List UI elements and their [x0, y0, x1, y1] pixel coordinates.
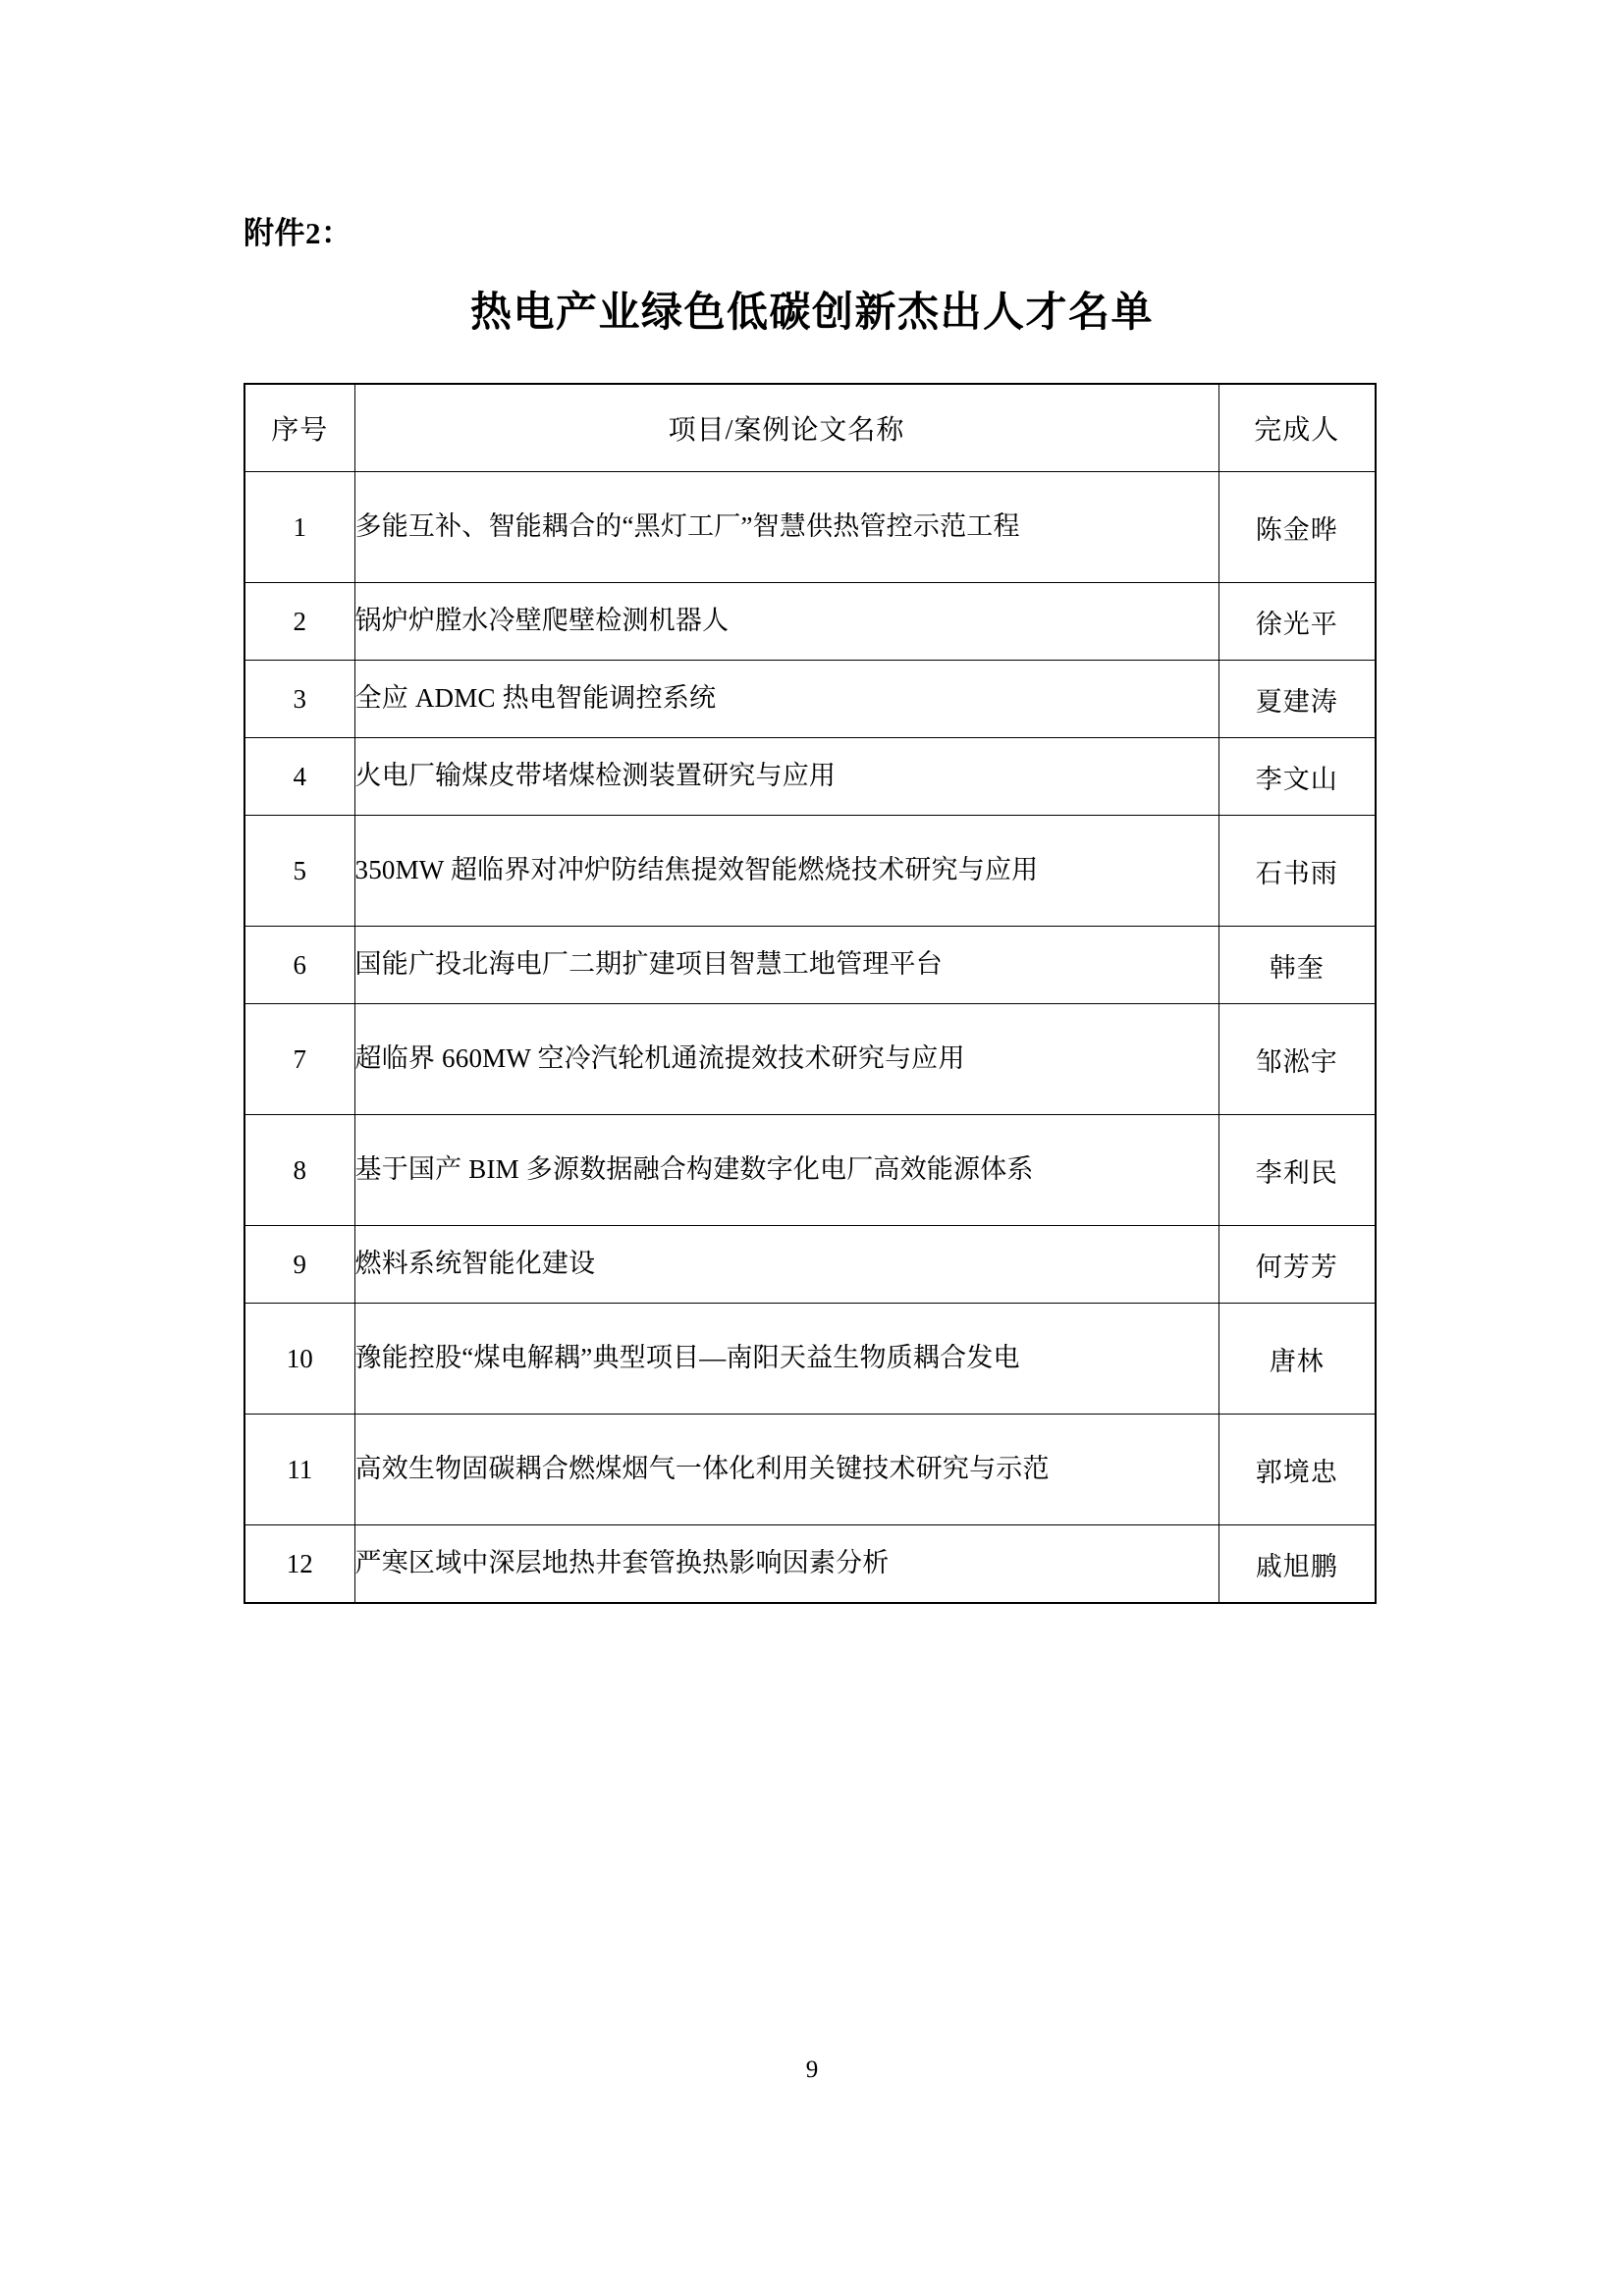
- cell-index: 7: [244, 1004, 354, 1115]
- cell-project-name: 多能互补、智能耦合的“黑灯工厂”智慧供热管控示范工程: [354, 472, 1218, 583]
- cell-person: 夏建涛: [1218, 661, 1376, 738]
- table-header-row: [244, 384, 1376, 472]
- award-table: [244, 383, 1377, 1604]
- page-title: 热电产业绿色低碳创新杰出人才名单: [469, 291, 1154, 336]
- cell-index: 5: [244, 816, 354, 927]
- cell-index: 12: [244, 1525, 354, 1604]
- table-row: [244, 816, 1376, 927]
- table-row: [244, 1115, 1376, 1226]
- cell-project-name: 高效生物固碳耦合燃煤烟气一体化利用关键技术研究与示范: [354, 1415, 1218, 1525]
- cell-person: 韩奎: [1218, 927, 1376, 1004]
- attachment-label: 附件2：: [244, 216, 352, 250]
- table-row: [244, 927, 1376, 1004]
- cell-project-name: 燃料系统智能化建设: [354, 1226, 1218, 1304]
- table-row: [244, 1226, 1376, 1304]
- cell-project-name: 严寒区域中深层地热井套管换热影响因素分析: [354, 1525, 1218, 1604]
- cell-person: 何芳芳: [1218, 1226, 1376, 1304]
- cell-person: 李文山: [1218, 738, 1376, 816]
- cell-index: 9: [244, 1226, 354, 1304]
- page-number: 9: [805, 2056, 819, 2083]
- cell-project-name: 超临界 660MW 空冷汽轮机通流提效技术研究与应用: [354, 1004, 1218, 1115]
- column-header-name: 项目/案例论文名称: [354, 384, 1218, 472]
- table-row: [244, 1004, 1376, 1115]
- cell-person: 石书雨: [1218, 816, 1376, 927]
- cell-index: 1: [244, 472, 354, 583]
- table-body: [244, 472, 1376, 1604]
- cell-project-name: 火电厂输煤皮带堵煤检测装置研究与应用: [354, 738, 1218, 816]
- table-row: [244, 1525, 1376, 1604]
- cell-project-name: 基于国产 BIM 多源数据融合构建数字化电厂高效能源体系: [354, 1115, 1218, 1226]
- cell-project-name: 全应 ADMC 热电智能调控系统: [354, 661, 1218, 738]
- cell-index: 10: [244, 1304, 354, 1415]
- column-header-person: 完成人: [1218, 384, 1376, 472]
- cell-project-name: 锅炉炉膛水冷壁爬壁检测机器人: [354, 583, 1218, 661]
- table-row: [244, 738, 1376, 816]
- cell-index: 8: [244, 1115, 354, 1226]
- table-header: [244, 384, 1376, 472]
- cell-person: 邹淞宇: [1218, 1004, 1376, 1115]
- table-row: [244, 472, 1376, 583]
- cell-project-name: 国能广投北海电厂二期扩建项目智慧工地管理平台: [354, 927, 1218, 1004]
- cell-project-name: 豫能控股“煤电解耦”典型项目—南阳天益生物质耦合发电: [354, 1304, 1218, 1415]
- table-row: [244, 1304, 1376, 1415]
- cell-person: 戚旭鹏: [1218, 1525, 1376, 1604]
- cell-person: 郭境忠: [1218, 1415, 1376, 1525]
- column-header-index: 序号: [244, 384, 354, 472]
- cell-person: 唐林: [1218, 1304, 1376, 1415]
- cell-index: 4: [244, 738, 354, 816]
- award-table-container: [244, 383, 1375, 1604]
- cell-person: 李利民: [1218, 1115, 1376, 1226]
- cell-person: 陈金晔: [1218, 472, 1376, 583]
- cell-index: 6: [244, 927, 354, 1004]
- cell-index: 3: [244, 661, 354, 738]
- cell-project-name: 350MW 超临界对冲炉防结焦提效智能燃烧技术研究与应用: [354, 816, 1218, 927]
- cell-person: 徐光平: [1218, 583, 1376, 661]
- table-row: [244, 583, 1376, 661]
- table-row: [244, 1415, 1376, 1525]
- cell-index: 11: [244, 1415, 354, 1525]
- table-row: [244, 661, 1376, 738]
- cell-index: 2: [244, 583, 354, 661]
